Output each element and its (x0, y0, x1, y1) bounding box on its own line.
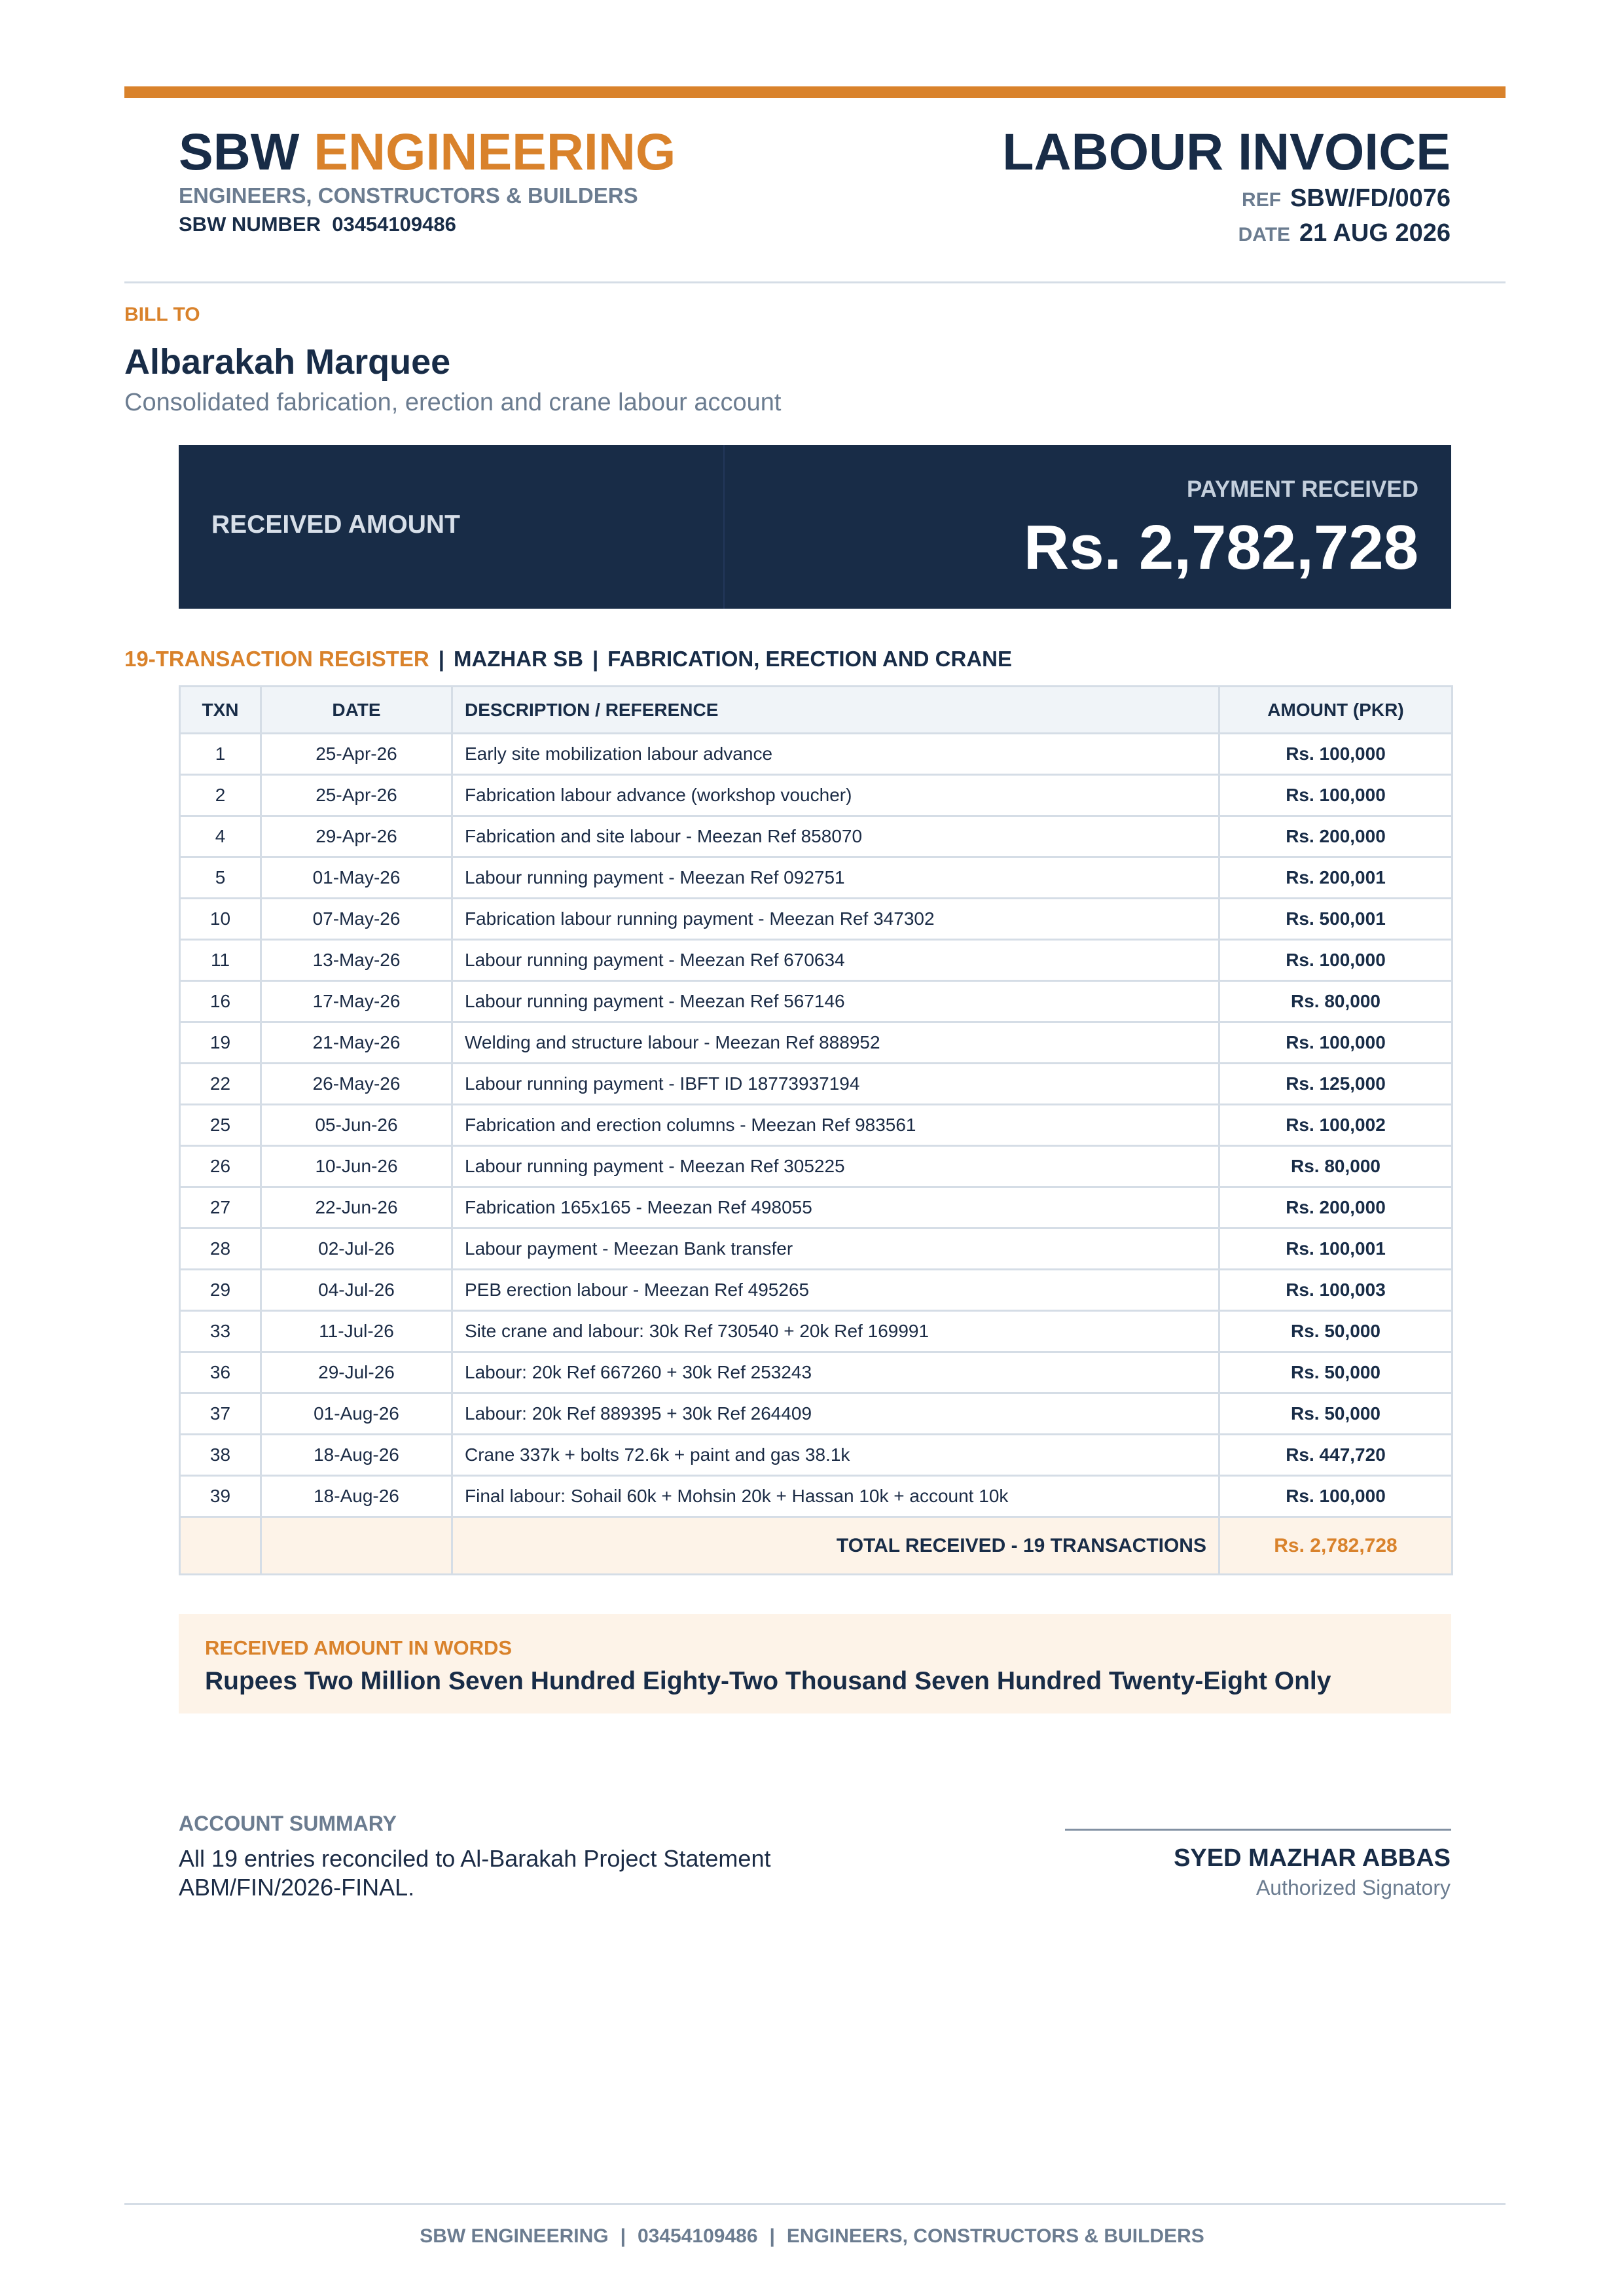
amount-cell: Rs. 500,001 (1219, 899, 1453, 940)
table-row (180, 940, 1453, 981)
txn-cell: 16 (180, 981, 261, 1022)
amount-cell: Rs. 50,000 (1219, 1311, 1453, 1352)
date-cell: 25-Apr-26 (261, 734, 452, 775)
amount-cell: Rs. 100,000 (1219, 775, 1453, 816)
table-row (180, 1270, 1453, 1311)
signatory-role: Authorized Signatory (1255, 1876, 1451, 1899)
date-label: DATE (1238, 224, 1291, 245)
date-cell: 10-Jun-26 (261, 1146, 452, 1187)
description-cell: Site crane and labour: 30k Ref 730540 + 20k Ref 169991 (452, 1311, 1219, 1352)
description-cell: Early site mobilization labour advance (452, 734, 1219, 775)
top-accent-bar (124, 86, 1506, 98)
txn-cell: 28 (180, 1229, 261, 1270)
description-cell: Labour running payment - Meezan Ref 092751 (452, 857, 1219, 899)
date-value: 21 AUG 2026 (1299, 219, 1451, 247)
col-header-txn: TXN (180, 687, 261, 734)
date-cell: 29-Jul-26 (261, 1352, 452, 1393)
date-cell: 01-May-26 (261, 857, 452, 899)
client-description: Consolidated fabrication, erection and crane labour account (124, 389, 782, 416)
total-amount: Rs. 2,782,728 (1219, 1517, 1453, 1575)
register-scope: FABRICATION, ERECTION AND CRANE (607, 647, 1013, 671)
date-cell: 13-May-26 (261, 940, 452, 981)
amount-cell: Rs. 200,001 (1219, 857, 1453, 899)
txn-cell: 25 (180, 1105, 261, 1146)
txn-cell: 36 (180, 1352, 261, 1393)
table-row (180, 1105, 1453, 1146)
amount-cell: Rs. 125,000 (1219, 1064, 1453, 1105)
transaction-table (179, 685, 1453, 1575)
amount-cell: Rs. 100,000 (1219, 1022, 1453, 1064)
total-row (180, 1517, 1453, 1575)
table-row (180, 1229, 1453, 1270)
txn-cell: 39 (180, 1476, 261, 1517)
date-cell: 21-May-26 (261, 1022, 452, 1064)
txn-cell: 5 (180, 857, 261, 899)
amount-cell: Rs. 100,003 (1219, 1270, 1453, 1311)
client-name: Albarakah Marquee (124, 342, 451, 382)
company-logo-text (179, 122, 676, 182)
date-cell: 26-May-26 (261, 1064, 452, 1105)
description-cell: Labour running payment - IBFT ID 18773937194 (452, 1064, 1219, 1105)
description-cell: Labour running payment - Meezan Ref 567146 (452, 981, 1219, 1022)
invoice-ref (1242, 185, 1451, 213)
date-cell: 25-Apr-26 (261, 775, 452, 816)
txn-cell: 11 (180, 940, 261, 981)
txn-cell: 33 (180, 1311, 261, 1352)
description-cell: Fabrication labour running payment - Meezan Ref 347302 (452, 899, 1219, 940)
page-footer (0, 2225, 1624, 2248)
signature-line (1065, 1829, 1451, 1831)
col-header-description: DESCRIPTION / REFERENCE (452, 687, 1219, 734)
description-cell: Fabrication 165x165 - Meezan Ref 498055 (452, 1187, 1219, 1229)
table-row (180, 1393, 1453, 1435)
total-empty-cell (180, 1517, 261, 1575)
payment-received-label: PAYMENT RECEIVED (1187, 476, 1418, 502)
amount-cell: Rs. 50,000 (1219, 1352, 1453, 1393)
txn-cell: 19 (180, 1022, 261, 1064)
amount-in-words-text: Rupees Two Million Seven Hundred Eighty-Two Thousand Seven Hundred Twenty-Eight Only (205, 1667, 1331, 1695)
company-tagline: ENGINEERS, CONSTRUCTORS & BUILDERS (179, 183, 638, 207)
txn-cell: 2 (180, 775, 261, 816)
received-amount-label: RECEIVED AMOUNT (211, 511, 460, 539)
amount-cell: Rs. 100,000 (1219, 940, 1453, 981)
brand-main: SBW (179, 122, 300, 181)
date-cell: 05-Jun-26 (261, 1105, 452, 1146)
description-cell: Labour: 20k Ref 667260 + 30k Ref 253243 (452, 1352, 1219, 1393)
description-cell: Labour running payment - Meezan Ref 670634 (452, 940, 1219, 981)
description-cell: Welding and structure labour - Meezan Ref 888952 (452, 1022, 1219, 1064)
date-cell: 18-Aug-26 (261, 1476, 452, 1517)
brand-accent: ENGINEERING (314, 122, 676, 181)
amount-cell: Rs. 50,000 (1219, 1393, 1453, 1435)
amount-cell: Rs. 80,000 (1219, 1146, 1453, 1187)
invoice-date (1238, 219, 1451, 247)
total-empty-cell (261, 1517, 452, 1575)
txn-cell: 10 (180, 899, 261, 940)
header-divider (124, 281, 1506, 283)
date-cell: 22-Jun-26 (261, 1187, 452, 1229)
account-summary-text: All 19 entries reconciled to Al-Barakah Project Statement ABM/FIN/2026-FINAL. (179, 1845, 771, 1901)
table-row (180, 1352, 1453, 1393)
txn-cell: 38 (180, 1435, 261, 1476)
table-row (180, 981, 1453, 1022)
bill-to-label: BILL TO (124, 304, 200, 325)
amount-cell: Rs. 80,000 (1219, 981, 1453, 1022)
txn-cell: 4 (180, 816, 261, 857)
register-separator: | (592, 647, 599, 671)
description-cell: Labour: 20k Ref 889395 + 30k Ref 264409 (452, 1393, 1219, 1435)
date-cell: 18-Aug-26 (261, 1435, 452, 1476)
table-row (180, 1476, 1453, 1517)
invoice-title: LABOUR INVOICE (1002, 122, 1451, 181)
footer-company: SBW ENGINEERING (420, 2225, 609, 2247)
table-row (180, 1022, 1453, 1064)
received-amount-banner (179, 445, 1451, 609)
col-header-date: DATE (261, 687, 452, 734)
description-cell: PEB erection labour - Meezan Ref 495265 (452, 1270, 1219, 1311)
amount-cell: Rs. 447,720 (1219, 1435, 1453, 1476)
date-cell: 02-Jul-26 (261, 1229, 452, 1270)
ref-value: SBW/FD/0076 (1290, 185, 1451, 212)
received-amount-value: Rs. 2,782,728 (1023, 512, 1418, 583)
table-row (180, 1311, 1453, 1352)
amount-cell: Rs. 100,000 (1219, 734, 1453, 775)
date-cell: 11-Jul-26 (261, 1311, 452, 1352)
register-party: MAZHAR SB (453, 647, 583, 671)
amount-in-words-box (179, 1614, 1451, 1713)
col-header-amount: AMOUNT (PKR) (1219, 687, 1453, 734)
date-cell: 29-Apr-26 (261, 816, 452, 857)
footer-tagline: ENGINEERS, CONSTRUCTORS & BUILDERS (786, 2225, 1204, 2247)
register-separator: | (438, 647, 444, 671)
txn-cell: 29 (180, 1270, 261, 1311)
banner-divider (723, 445, 725, 609)
date-cell: 01-Aug-26 (261, 1393, 452, 1435)
txn-cell: 26 (180, 1146, 261, 1187)
table-header-row (180, 687, 1453, 734)
footer-phone: 03454109486 (637, 2225, 758, 2247)
amount-cell: Rs. 100,002 (1219, 1105, 1453, 1146)
description-cell: Crane 337k + bolts 72.6k + paint and gas 38.1k (452, 1435, 1219, 1476)
amount-in-words-label: RECEIVED AMOUNT IN WORDS (205, 1636, 513, 1659)
date-cell: 17-May-26 (261, 981, 452, 1022)
table-row (180, 1064, 1453, 1105)
txn-cell: 37 (180, 1393, 261, 1435)
description-cell: Fabrication and site labour - Meezan Ref 858070 (452, 816, 1219, 857)
txn-cell: 27 (180, 1187, 261, 1229)
sbw-number: SBW NUMBER 03454109486 (179, 213, 456, 236)
register-heading (124, 647, 1012, 672)
description-cell: Final labour: Sohail 60k + Mohsin 20k + Hassan 10k + account 10k (452, 1476, 1219, 1517)
table-row (180, 775, 1453, 816)
ref-label: REF (1242, 189, 1282, 211)
amount-cell: Rs. 200,000 (1219, 816, 1453, 857)
txn-cell: 22 (180, 1064, 261, 1105)
table-row (180, 734, 1453, 775)
table-row (180, 1146, 1453, 1187)
footer-separator: | (769, 2225, 775, 2247)
footer-divider (124, 2203, 1506, 2205)
txn-cell: 1 (180, 734, 261, 775)
table-row (180, 816, 1453, 857)
date-cell: 04-Jul-26 (261, 1270, 452, 1311)
date-cell: 07-May-26 (261, 899, 452, 940)
amount-cell: Rs. 100,001 (1219, 1229, 1453, 1270)
table-row (180, 857, 1453, 899)
description-cell: Fabrication and erection columns - Meezan Ref 983561 (452, 1105, 1219, 1146)
table-row (180, 1435, 1453, 1476)
description-cell: Fabrication labour advance (workshop voucher) (452, 775, 1219, 816)
register-title: 19-TRANSACTION REGISTER (124, 647, 429, 671)
account-summary-label: ACCOUNT SUMMARY (179, 1812, 397, 1835)
amount-cell: Rs. 200,000 (1219, 1187, 1453, 1229)
table-row (180, 1187, 1453, 1229)
signatory-name: SYED MAZHAR ABBAS (1174, 1844, 1451, 1872)
description-cell: Labour running payment - Meezan Ref 305225 (452, 1146, 1219, 1187)
total-label: TOTAL RECEIVED - 19 TRANSACTIONS (452, 1517, 1219, 1575)
footer-separator: | (620, 2225, 626, 2247)
table-row (180, 899, 1453, 940)
amount-cell: Rs. 100,000 (1219, 1476, 1453, 1517)
description-cell: Labour payment - Meezan Bank transfer (452, 1229, 1219, 1270)
